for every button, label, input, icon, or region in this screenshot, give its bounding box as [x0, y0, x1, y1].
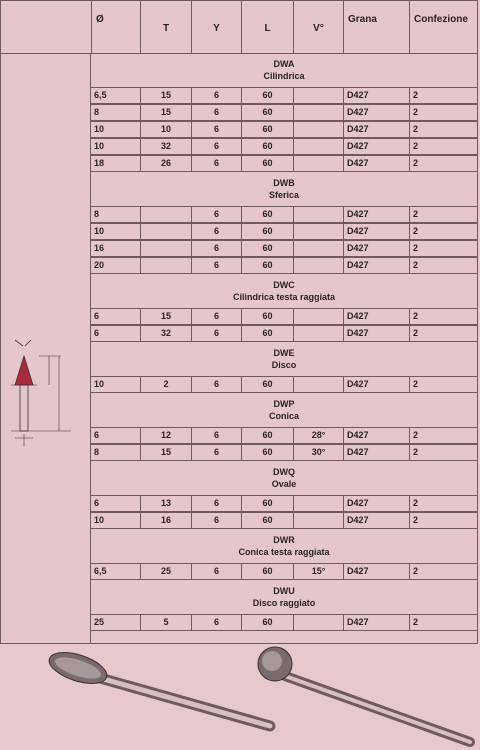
cell-t: [140, 207, 191, 222]
section-name: Sferica: [268, 190, 300, 200]
cell-grana: D427: [343, 377, 409, 392]
cell-y: 6: [191, 207, 241, 222]
cell-diameter: 10: [94, 124, 105, 134]
cell-grana: D427: [343, 207, 409, 222]
cell-t: 5: [140, 615, 191, 630]
cell-v: [293, 105, 343, 120]
cell-confezione: 2: [409, 258, 477, 273]
section-code: DWE: [273, 348, 295, 358]
cell-confezione: 2: [409, 326, 477, 341]
section-code: DWA: [273, 59, 295, 69]
cell-grana: D427: [343, 445, 409, 460]
cell-l: 60: [241, 139, 293, 154]
cell-y: 6: [191, 615, 241, 630]
cell-confezione: 2: [409, 496, 477, 511]
cell-v: [293, 326, 343, 341]
cell-confezione: 2: [409, 377, 477, 392]
cell-t: 10: [140, 122, 191, 137]
cell-t: 15: [140, 105, 191, 120]
cell-l: 60: [241, 496, 293, 511]
cell-y: 6: [191, 156, 241, 171]
cell-grana: D427: [343, 309, 409, 324]
cell-grana: D427: [343, 258, 409, 273]
header-grana: [343, 1, 409, 53]
cell-y: 6: [191, 513, 241, 528]
cell-diameter: 6: [94, 311, 100, 321]
cell-l: 60: [241, 564, 293, 579]
cell-y: 6: [191, 377, 241, 392]
cell-t: [140, 241, 191, 256]
section-name: Conica: [268, 411, 299, 421]
table-row: [91, 495, 477, 512]
cell-grana: D427: [343, 326, 409, 341]
table-row: [91, 121, 477, 138]
cell-y: 6: [191, 564, 241, 579]
cell-diameter: 10: [94, 226, 105, 236]
table-row: [91, 138, 477, 155]
cell-t: 15: [140, 309, 191, 324]
cell-confezione: 2: [409, 564, 477, 579]
table-header: [1, 1, 477, 54]
cell-diameter: 6: [94, 430, 100, 440]
header-grana-label: Grana: [348, 14, 377, 25]
cell-confezione: 2: [409, 105, 477, 120]
cell-y: 6: [191, 428, 241, 443]
table-row: [91, 614, 477, 631]
cell-l: 60: [241, 122, 293, 137]
cell-y: 6: [191, 496, 241, 511]
cell-grana: D427: [343, 615, 409, 630]
cell-t: 25: [140, 564, 191, 579]
section-code: DWU: [273, 586, 295, 596]
header-l: [241, 1, 293, 53]
section-code: DWB: [273, 178, 295, 188]
cell-y: 6: [191, 309, 241, 324]
table-row: [91, 206, 477, 223]
table-row: [91, 240, 477, 257]
header-confezione-label: Confezione: [414, 14, 468, 25]
cell-t: [140, 258, 191, 273]
cell-confezione: 2: [409, 615, 477, 630]
cell-v: [293, 513, 343, 528]
cell-v: 28°: [293, 428, 343, 443]
cell-grana: D427: [343, 139, 409, 154]
header-t-label: T: [162, 23, 170, 34]
cell-grana: D427: [343, 88, 409, 103]
cell-grana: D427: [343, 224, 409, 239]
cell-t: 15: [140, 445, 191, 460]
cell-diameter: 8: [94, 209, 100, 219]
table-row: [91, 325, 477, 342]
cell-t: 26: [140, 156, 191, 171]
cell-grana: D427: [343, 105, 409, 120]
cell-confezione: 2: [409, 513, 477, 528]
cell-y: 6: [191, 224, 241, 239]
cell-t: 2: [140, 377, 191, 392]
cell-grana: D427: [343, 513, 409, 528]
header-t: [140, 1, 191, 53]
cell-diameter: 10: [94, 515, 105, 525]
cell-grana: D427: [343, 122, 409, 137]
cell-l: 60: [241, 156, 293, 171]
tool-dimension-diagram: [11, 338, 71, 448]
header-diameter-label: Ø: [96, 14, 104, 25]
diagram-column: [1, 53, 91, 643]
cell-l: 60: [241, 224, 293, 239]
table-row: [91, 87, 477, 104]
tool-illustrations: [0, 642, 480, 750]
section-code: DWQ: [273, 467, 295, 477]
header-v: [293, 1, 343, 53]
table-row: [91, 155, 477, 172]
cell-confezione: 2: [409, 139, 477, 154]
section-name: Disco raggiato: [252, 598, 316, 608]
cell-v: [293, 122, 343, 137]
cell-v: [293, 88, 343, 103]
cell-l: 60: [241, 615, 293, 630]
cell-v: [293, 615, 343, 630]
cell-grana: D427: [343, 496, 409, 511]
cell-y: 6: [191, 139, 241, 154]
cell-confezione: 2: [409, 428, 477, 443]
cell-l: 60: [241, 241, 293, 256]
cell-v: [293, 309, 343, 324]
cell-t: 13: [140, 496, 191, 511]
cell-l: 60: [241, 309, 293, 324]
table-row: [91, 427, 477, 444]
cell-diameter: 8: [94, 107, 100, 117]
cell-diameter: 6,5: [94, 90, 107, 100]
cell-diameter: 18: [94, 158, 105, 168]
cylindrical-bur-image: [45, 646, 270, 726]
cell-diameter: 25: [94, 617, 105, 627]
table-row: [91, 512, 477, 529]
cell-y: 6: [191, 105, 241, 120]
cell-grana: D427: [343, 564, 409, 579]
cell-t: 32: [140, 139, 191, 154]
cell-t: 32: [140, 326, 191, 341]
cell-t: 12: [140, 428, 191, 443]
section-name: Ovale: [271, 479, 297, 489]
header-y-label: Y: [213, 23, 220, 34]
cell-v: [293, 258, 343, 273]
cell-t: [140, 224, 191, 239]
cell-confezione: 2: [409, 122, 477, 137]
cell-confezione: 2: [409, 445, 477, 460]
table-row: [91, 308, 477, 325]
section-name: Conica testa raggiata: [238, 547, 330, 557]
cell-y: 6: [191, 241, 241, 256]
table-row: [91, 223, 477, 240]
cell-v: 30°: [293, 445, 343, 460]
table-row: [91, 376, 477, 393]
cell-confezione: 2: [409, 207, 477, 222]
cell-confezione: 2: [409, 241, 477, 256]
header-diameter: [91, 1, 140, 53]
cell-grana: D427: [343, 156, 409, 171]
cell-v: [293, 207, 343, 222]
cell-v: [293, 156, 343, 171]
cell-y: 6: [191, 88, 241, 103]
header-v-label: V°: [313, 23, 324, 34]
cell-confezione: 2: [409, 88, 477, 103]
cell-y: 6: [191, 122, 241, 137]
cell-v: [293, 496, 343, 511]
cell-v: 15°: [293, 564, 343, 579]
cell-l: 60: [241, 258, 293, 273]
spherical-bur-image: [258, 647, 470, 742]
cell-diameter: 10: [94, 379, 105, 389]
table-row: [91, 444, 477, 461]
cell-diameter: 8: [94, 447, 100, 457]
cell-confezione: 2: [409, 156, 477, 171]
cell-t: 16: [140, 513, 191, 528]
cell-l: 60: [241, 513, 293, 528]
cell-l: 60: [241, 207, 293, 222]
cell-diameter: 6,5: [94, 566, 107, 576]
table-row: [91, 257, 477, 274]
header-l-label: L: [264, 23, 271, 34]
cell-l: 60: [241, 428, 293, 443]
section-name: Cilindrica testa raggiata: [232, 292, 336, 302]
cell-l: 60: [241, 377, 293, 392]
header-confezione: [409, 1, 477, 53]
cell-v: [293, 377, 343, 392]
cell-y: 6: [191, 445, 241, 460]
cell-diameter: 10: [94, 141, 105, 151]
cell-v: [293, 139, 343, 154]
cell-diameter: 6: [94, 498, 100, 508]
cell-v: [293, 241, 343, 256]
cell-l: 60: [241, 88, 293, 103]
cell-y: 6: [191, 258, 241, 273]
section-code: DWR: [273, 535, 295, 545]
cell-l: 60: [241, 105, 293, 120]
header-y: [191, 1, 241, 53]
cell-grana: D427: [343, 428, 409, 443]
cell-confezione: 2: [409, 309, 477, 324]
section-name: Disco: [271, 360, 297, 370]
cell-diameter: 20: [94, 260, 105, 270]
section-code: DWC: [273, 280, 295, 290]
table-row: [91, 563, 477, 580]
cell-v: [293, 224, 343, 239]
cell-y: 6: [191, 326, 241, 341]
cell-l: 60: [241, 326, 293, 341]
section-name: Cilindrica: [263, 71, 305, 81]
table-row: [91, 104, 477, 121]
section-code: DWP: [273, 399, 295, 409]
cell-diameter: 6: [94, 328, 100, 338]
cell-l: 60: [241, 445, 293, 460]
cell-diameter: 16: [94, 243, 105, 253]
cell-t: 15: [140, 88, 191, 103]
cell-grana: D427: [343, 241, 409, 256]
cell-confezione: 2: [409, 224, 477, 239]
